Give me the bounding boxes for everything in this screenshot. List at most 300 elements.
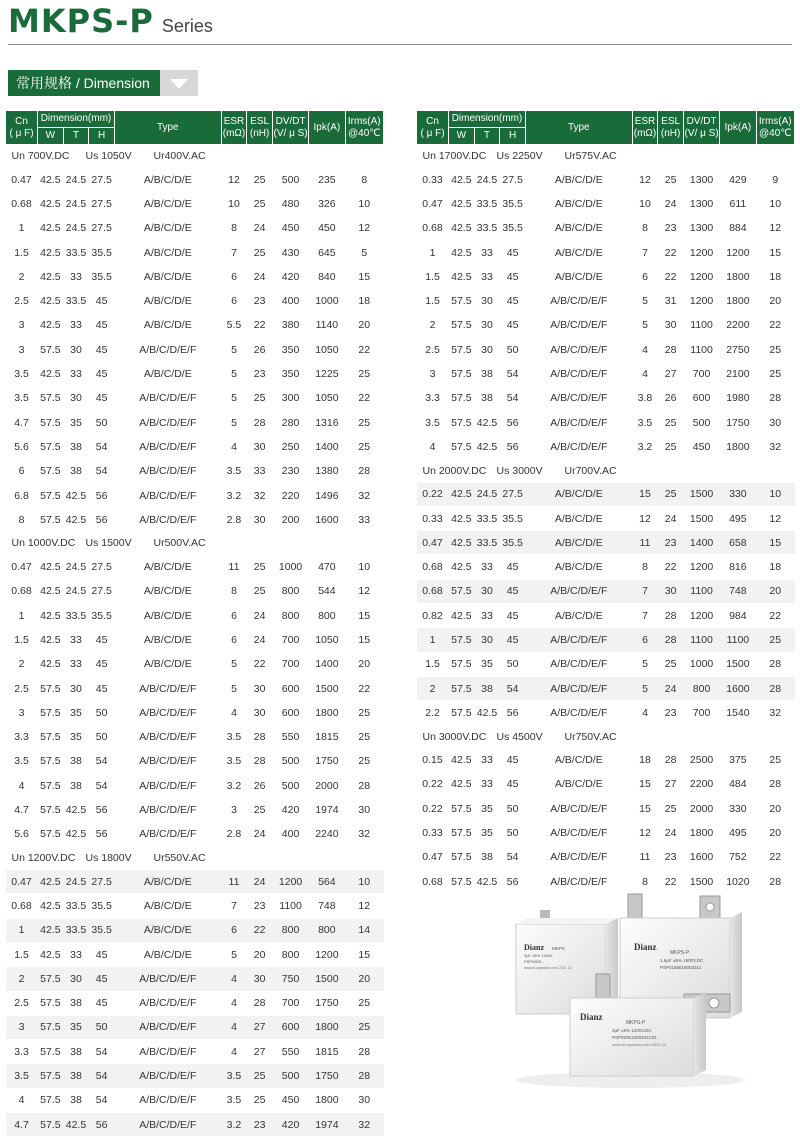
- table-cell: 35.5: [500, 192, 526, 216]
- table-cell: 25: [658, 168, 684, 192]
- table-row: [417, 265, 795, 289]
- table-cell: 57.5: [449, 289, 475, 313]
- table-cell: 22: [345, 338, 383, 362]
- table-cell: 1815: [309, 1040, 345, 1064]
- table-cell: A/B/C/D/E/F: [525, 362, 632, 386]
- table-cell: 5: [632, 652, 658, 676]
- table-cell: 5: [221, 338, 247, 362]
- table-cell: A/B/C/D/E/F: [114, 701, 221, 725]
- svg-text:www.dl-capacitor.com 2021.12: www.dl-capacitor.com 2021.12: [524, 966, 572, 970]
- table-row: [417, 216, 795, 240]
- table-cell: 15: [756, 531, 794, 555]
- table-cell: 500: [272, 168, 308, 192]
- table-cell: 8: [221, 216, 247, 240]
- table-cell: 33: [474, 240, 500, 264]
- table-row: [417, 628, 795, 652]
- table-cell: 30: [658, 579, 684, 603]
- table-cell: 0.47: [6, 555, 38, 579]
- table-cell: 5: [632, 676, 658, 700]
- table-row: [6, 265, 384, 289]
- table-cell: A/B/C/D/E/F: [114, 967, 221, 991]
- table-cell: 50: [500, 821, 526, 845]
- table-cell: A/B/C/D/E/F: [525, 579, 632, 603]
- table-cell: 42.5: [38, 579, 64, 603]
- table-cell: 54: [89, 749, 115, 773]
- table-cell: 24.5: [63, 870, 89, 894]
- table-cell: 42.5: [38, 918, 64, 942]
- table-cell: 28: [756, 870, 794, 894]
- table-cell: 42.5: [474, 410, 500, 434]
- table-cell: 28: [247, 749, 273, 773]
- table-cell: 42.5: [474, 701, 500, 725]
- table-cell: A/B/C/D/E/F: [525, 338, 632, 362]
- table-cell: 45: [89, 942, 115, 966]
- table-cell: 33.5: [63, 918, 89, 942]
- table-cell: 57.5: [38, 798, 64, 822]
- table-cell: 7: [632, 240, 658, 264]
- brand-label: Dianz: [524, 943, 544, 952]
- header-cn: Cn ( μ F): [417, 111, 449, 145]
- table-cell: 5: [221, 410, 247, 434]
- table-cell: 12: [221, 168, 247, 192]
- table-cell: 816: [720, 555, 756, 579]
- table-cell: 220: [272, 483, 308, 507]
- ripple-voltage-ur: Ur750V.AC: [564, 730, 617, 743]
- table-cell: 27.5: [89, 192, 115, 216]
- table-cell: 2100: [720, 362, 756, 386]
- table-cell: 1200: [683, 289, 719, 313]
- table-row: [6, 725, 384, 749]
- table-row: [6, 216, 384, 240]
- table-cell: 1974: [309, 798, 345, 822]
- table-cell: 9: [756, 168, 794, 192]
- table-cell: A/B/C/D/E: [114, 240, 221, 264]
- table-cell: 5.6: [6, 435, 38, 459]
- table-cell: 1200: [309, 942, 345, 966]
- table-cell: 42.5: [38, 192, 64, 216]
- table-cell: 27.5: [500, 168, 526, 192]
- table-cell: 20: [247, 942, 273, 966]
- table-cell: 1316: [309, 410, 345, 434]
- series-name: MKPS-P: [8, 2, 154, 40]
- table-row: [6, 870, 384, 894]
- table-cell: 1100: [720, 628, 756, 652]
- table-cell: 1140: [309, 313, 345, 337]
- table-cell: 54: [500, 362, 526, 386]
- table-cell: 280: [272, 410, 308, 434]
- table-cell: 7: [632, 604, 658, 628]
- table-cell: 2750: [720, 338, 756, 362]
- table-cell: A/B/C/D/E: [114, 579, 221, 603]
- table-row: [417, 676, 795, 700]
- table-cell: 11: [632, 531, 658, 555]
- table-cell: 22: [345, 676, 383, 700]
- table-cell: 35: [63, 1015, 89, 1039]
- table-cell: 42.5: [449, 265, 475, 289]
- table-cell: 25: [247, 555, 273, 579]
- table-cell: 27: [247, 1040, 273, 1064]
- table-cell: 28: [345, 1040, 383, 1064]
- table-cell: 57.5: [38, 701, 64, 725]
- table-cell: A/B/C/D/E/F: [525, 313, 632, 337]
- table-cell: 10: [345, 870, 383, 894]
- table-cell: 1600: [720, 676, 756, 700]
- svg-text:Dianz: Dianz: [634, 942, 657, 952]
- table-cell: 2240: [309, 822, 345, 846]
- table-cell: 6: [221, 604, 247, 628]
- table-cell: 7: [632, 579, 658, 603]
- table-cell: 30: [247, 967, 273, 991]
- table-cell: 25: [247, 798, 273, 822]
- table-cell: 8: [632, 216, 658, 240]
- table-cell: 884: [720, 216, 756, 240]
- table-row: [6, 483, 384, 507]
- table-cell: A/B/C/D/E: [114, 289, 221, 313]
- table-cell: 3: [6, 701, 38, 725]
- table-cell: 30: [63, 386, 89, 410]
- table-row: [417, 289, 795, 313]
- table-cell: 1980: [720, 386, 756, 410]
- table-cell: A/B/C/D/E/F: [525, 821, 632, 845]
- table-cell: 33: [474, 604, 500, 628]
- rated-voltage-un: Un 2000V.DC: [422, 464, 487, 477]
- table-cell: 57.5: [449, 870, 475, 894]
- table-cell: A/B/C/D/E/F: [114, 483, 221, 507]
- table-cell: 42.5: [63, 508, 89, 532]
- table-cell: 45: [89, 362, 115, 386]
- table-cell: A/B/C/D/E: [525, 216, 632, 240]
- table-cell: 5.5: [221, 313, 247, 337]
- table-cell: 25: [247, 1088, 273, 1112]
- table-cell: 1750: [309, 991, 345, 1015]
- table-cell: 4: [221, 701, 247, 725]
- table-cell: 45: [89, 386, 115, 410]
- table-cell: A/B/C/D/E: [114, 604, 221, 628]
- voltage-group-header: [6, 145, 384, 168]
- table-row: [417, 748, 795, 772]
- table-cell: 1.5: [6, 628, 38, 652]
- table-cell: 45: [500, 313, 526, 337]
- table-cell: A/B/C/D/E: [114, 628, 221, 652]
- table-cell: 57.5: [38, 725, 64, 749]
- table-cell: 7: [221, 240, 247, 264]
- table-cell: 4: [221, 967, 247, 991]
- table-cell: 600: [272, 676, 308, 700]
- table-cell: 23: [658, 845, 684, 869]
- table-cell: A/B/C/D/E: [525, 168, 632, 192]
- table-cell: 56: [500, 410, 526, 434]
- table-cell: 3.3: [6, 1040, 38, 1064]
- table-cell: 25: [756, 748, 794, 772]
- table-row: [6, 942, 384, 966]
- svg-text:www.dl-capacitor.com 2021.12: www.dl-capacitor.com 2021.12: [612, 1042, 667, 1047]
- table-cell: 24.5: [474, 168, 500, 192]
- table-cell: A/B/C/D/E: [525, 240, 632, 264]
- table-row: [417, 772, 795, 796]
- table-cell: 420: [272, 1112, 308, 1136]
- table-cell: 42.5: [449, 604, 475, 628]
- table-cell: A/B/C/D/E/F: [525, 289, 632, 313]
- table-cell: 1: [6, 604, 38, 628]
- table-cell: 35.5: [500, 506, 526, 530]
- table-cell: 6: [221, 289, 247, 313]
- table-cell: A/B/C/D/E: [114, 216, 221, 240]
- table-cell: 375: [720, 748, 756, 772]
- table-cell: 25: [247, 386, 273, 410]
- header-dvdt: DV/DT (V/ μ S): [683, 111, 719, 145]
- table-cell: 700: [272, 628, 308, 652]
- table-cell: 22: [247, 918, 273, 942]
- header-h: H: [500, 128, 526, 145]
- table-cell: 6: [221, 265, 247, 289]
- svg-text:MKPS-P: MKPS-P: [626, 1020, 646, 1026]
- table-cell: 57.5: [38, 386, 64, 410]
- table-cell: 45: [500, 240, 526, 264]
- table-cell: 330: [720, 482, 756, 506]
- table-cell: 57.5: [38, 435, 64, 459]
- table-cell: 1020: [720, 870, 756, 894]
- table-row: [6, 822, 384, 846]
- ripple-voltage-ur: Ur400V.AC: [153, 150, 206, 162]
- table-cell: 25: [345, 749, 383, 773]
- table-cell: 2.8: [221, 508, 247, 532]
- table-cell: 14: [345, 918, 383, 942]
- table-cell: 800: [309, 604, 345, 628]
- table-cell: A/B/C/D/E: [114, 918, 221, 942]
- table-cell: 23: [247, 362, 273, 386]
- table-cell: 45: [89, 628, 115, 652]
- table-cell: A/B/C/D/E/F: [525, 410, 632, 434]
- table-row: [417, 386, 795, 410]
- table-cell: 1500: [309, 676, 345, 700]
- table-cell: A/B/C/D/E/F: [114, 774, 221, 798]
- table-cell: 326: [309, 192, 345, 216]
- table-cell: 27: [658, 772, 684, 796]
- table-cell: 30: [474, 628, 500, 652]
- table-cell: A/B/C/D/E: [525, 772, 632, 796]
- table-cell: 26: [247, 774, 273, 798]
- table-cell: 45: [89, 313, 115, 337]
- table-row: [6, 386, 384, 410]
- table-cell: 42.5: [449, 192, 475, 216]
- table-cell: 4: [221, 435, 247, 459]
- table-cell: 33: [474, 772, 500, 796]
- surge-voltage-us: Us 2250V: [496, 150, 543, 162]
- table-cell: 3.5: [6, 386, 38, 410]
- table-cell: 45: [500, 265, 526, 289]
- table-cell: 20: [756, 821, 794, 845]
- table-cell: 57.5: [38, 338, 64, 362]
- table-cell: 500: [272, 774, 308, 798]
- table-cell: 1300: [683, 168, 719, 192]
- table-cell: 45: [500, 772, 526, 796]
- table-cell: 500: [683, 410, 719, 434]
- table-row: [6, 774, 384, 798]
- table-cell: 50: [89, 410, 115, 434]
- table-cell: 26: [658, 386, 684, 410]
- table-cell: 1500: [683, 506, 719, 530]
- table-cell: 0.22: [417, 482, 449, 506]
- table-cell: 1.5: [417, 289, 449, 313]
- table-cell: A/B/C/D/E: [114, 313, 221, 337]
- table-cell: 420: [272, 798, 308, 822]
- svg-text:PSP0155016003311: PSP0155016003311: [660, 965, 702, 970]
- table-cell: 350: [272, 362, 308, 386]
- svg-text:2μF ±5% 1200V.DC: 2μF ±5% 1200V.DC: [612, 1028, 652, 1033]
- table-cell: 45: [89, 676, 115, 700]
- table-cell: 0.68: [417, 579, 449, 603]
- table-cell: 1800: [309, 701, 345, 725]
- ripple-voltage-ur: Ur700V.AC: [564, 464, 617, 477]
- dropdown-arrow-icon[interactable]: [170, 79, 188, 89]
- table-cell: 1225: [309, 362, 345, 386]
- table-cell: 1.5: [417, 652, 449, 676]
- table-row: [417, 192, 795, 216]
- table-cell: 42.5: [38, 289, 64, 313]
- table-cell: 30: [63, 676, 89, 700]
- table-cell: 28: [345, 774, 383, 798]
- table-cell: A/B/C/D/E: [525, 604, 632, 628]
- table-cell: 6: [221, 628, 247, 652]
- table-cell: 57.5: [38, 749, 64, 773]
- table-cell: 28: [756, 676, 794, 700]
- table-cell: 20: [756, 289, 794, 313]
- table-cell: 54: [89, 1064, 115, 1088]
- table-cell: 25: [345, 725, 383, 749]
- table-cell: 54: [89, 1040, 115, 1064]
- table-row: [417, 435, 795, 459]
- table-cell: A/B/C/D/E: [114, 652, 221, 676]
- table-cell: 25: [345, 1015, 383, 1039]
- table-cell: 1200: [683, 604, 719, 628]
- table-cell: 22: [658, 555, 684, 579]
- table-cell: A/B/C/D/E/F: [114, 822, 221, 846]
- table-row: [6, 240, 384, 264]
- table-cell: 24.5: [63, 579, 89, 603]
- table-cell: 12: [632, 506, 658, 530]
- table-cell: A/B/C/D/E/F: [114, 338, 221, 362]
- table-cell: 800: [272, 918, 308, 942]
- table-cell: 54: [89, 459, 115, 483]
- table-cell: 11: [221, 555, 247, 579]
- table-cell: 1496: [309, 483, 345, 507]
- table-row: [417, 797, 795, 821]
- table-cell: 57.5: [449, 701, 475, 725]
- table-cell: 57.5: [449, 676, 475, 700]
- table-cell: 658: [720, 531, 756, 555]
- table-cell: 27.5: [500, 482, 526, 506]
- voltage-group-header: [417, 725, 795, 748]
- table-cell: A/B/C/D/E: [525, 748, 632, 772]
- table-cell: 45: [89, 652, 115, 676]
- table-cell: 42.5: [38, 240, 64, 264]
- table-cell: 33.5: [474, 192, 500, 216]
- table-row: [417, 701, 795, 725]
- table-cell: 20: [345, 313, 383, 337]
- table-cell: A/B/C/D/E/F: [114, 991, 221, 1015]
- table-cell: 18: [345, 289, 383, 313]
- section-tab[interactable]: [8, 70, 198, 96]
- surge-voltage-us: Us 4500V: [496, 730, 543, 743]
- table-cell: 0.47: [6, 168, 38, 192]
- table-cell: 56: [500, 435, 526, 459]
- table-cell: 38: [63, 749, 89, 773]
- table-cell: 4: [221, 1015, 247, 1039]
- table-cell: 56: [89, 822, 115, 846]
- spec-table-left: [5, 110, 384, 1137]
- spec-table-right: [416, 110, 795, 894]
- table-cell: 42.5: [38, 652, 64, 676]
- table-cell: 50: [89, 1015, 115, 1039]
- table-row: [417, 240, 795, 264]
- table-cell: 45: [89, 967, 115, 991]
- table-cell: 28: [658, 628, 684, 652]
- table-row: [417, 579, 795, 603]
- table-cell: A/B/C/D/E/F: [114, 1064, 221, 1088]
- table-cell: 42.5: [38, 894, 64, 918]
- table-cell: 3.2: [221, 774, 247, 798]
- table-cell: A/B/C/D/E/F: [525, 676, 632, 700]
- table-cell: 495: [720, 506, 756, 530]
- table-cell: 10: [345, 555, 383, 579]
- table-cell: 25: [345, 701, 383, 725]
- voltage-group-header: [417, 459, 795, 482]
- surge-voltage-us: Us 3000V: [496, 464, 543, 477]
- table-cell: 0.47: [417, 192, 449, 216]
- table-cell: 1750: [309, 1064, 345, 1088]
- table-cell: 8: [6, 508, 38, 532]
- table-cell: 42.5: [449, 240, 475, 264]
- table-cell: A/B/C/D/E/F: [525, 701, 632, 725]
- table-cell: 33: [63, 652, 89, 676]
- table-cell: 400: [272, 289, 308, 313]
- table-cell: 230: [272, 459, 308, 483]
- table-cell: 5: [632, 313, 658, 337]
- table-row: [6, 508, 384, 532]
- table-cell: 25: [247, 192, 273, 216]
- table-row: [6, 1040, 384, 1064]
- table-cell: 56: [500, 701, 526, 725]
- table-cell: 27: [658, 362, 684, 386]
- table-cell: 30: [247, 435, 273, 459]
- table-cell: 800: [309, 918, 345, 942]
- table-cell: 15: [345, 265, 383, 289]
- table-cell: 4.7: [6, 798, 38, 822]
- table-cell: 800: [272, 942, 308, 966]
- table-cell: 38: [63, 459, 89, 483]
- table-cell: 56: [500, 870, 526, 894]
- table-cell: 33: [345, 508, 383, 532]
- table-cell: 57.5: [38, 967, 64, 991]
- table-row: [6, 652, 384, 676]
- table-cell: 42.5: [449, 772, 475, 796]
- table-cell: 57.5: [449, 652, 475, 676]
- table-cell: 1400: [309, 435, 345, 459]
- table-cell: 57.5: [449, 362, 475, 386]
- table-cell: 15: [632, 772, 658, 796]
- table-cell: 1500: [720, 652, 756, 676]
- table-cell: 23: [658, 701, 684, 725]
- table-cell: 6: [6, 459, 38, 483]
- table-cell: 3.3: [6, 725, 38, 749]
- table-cell: 57.5: [38, 676, 64, 700]
- table-cell: 200: [272, 508, 308, 532]
- table-cell: 38: [474, 362, 500, 386]
- table-cell: 35.5: [89, 894, 115, 918]
- table-cell: 25: [345, 991, 383, 1015]
- table-cell: 24: [658, 821, 684, 845]
- table-cell: 45: [500, 579, 526, 603]
